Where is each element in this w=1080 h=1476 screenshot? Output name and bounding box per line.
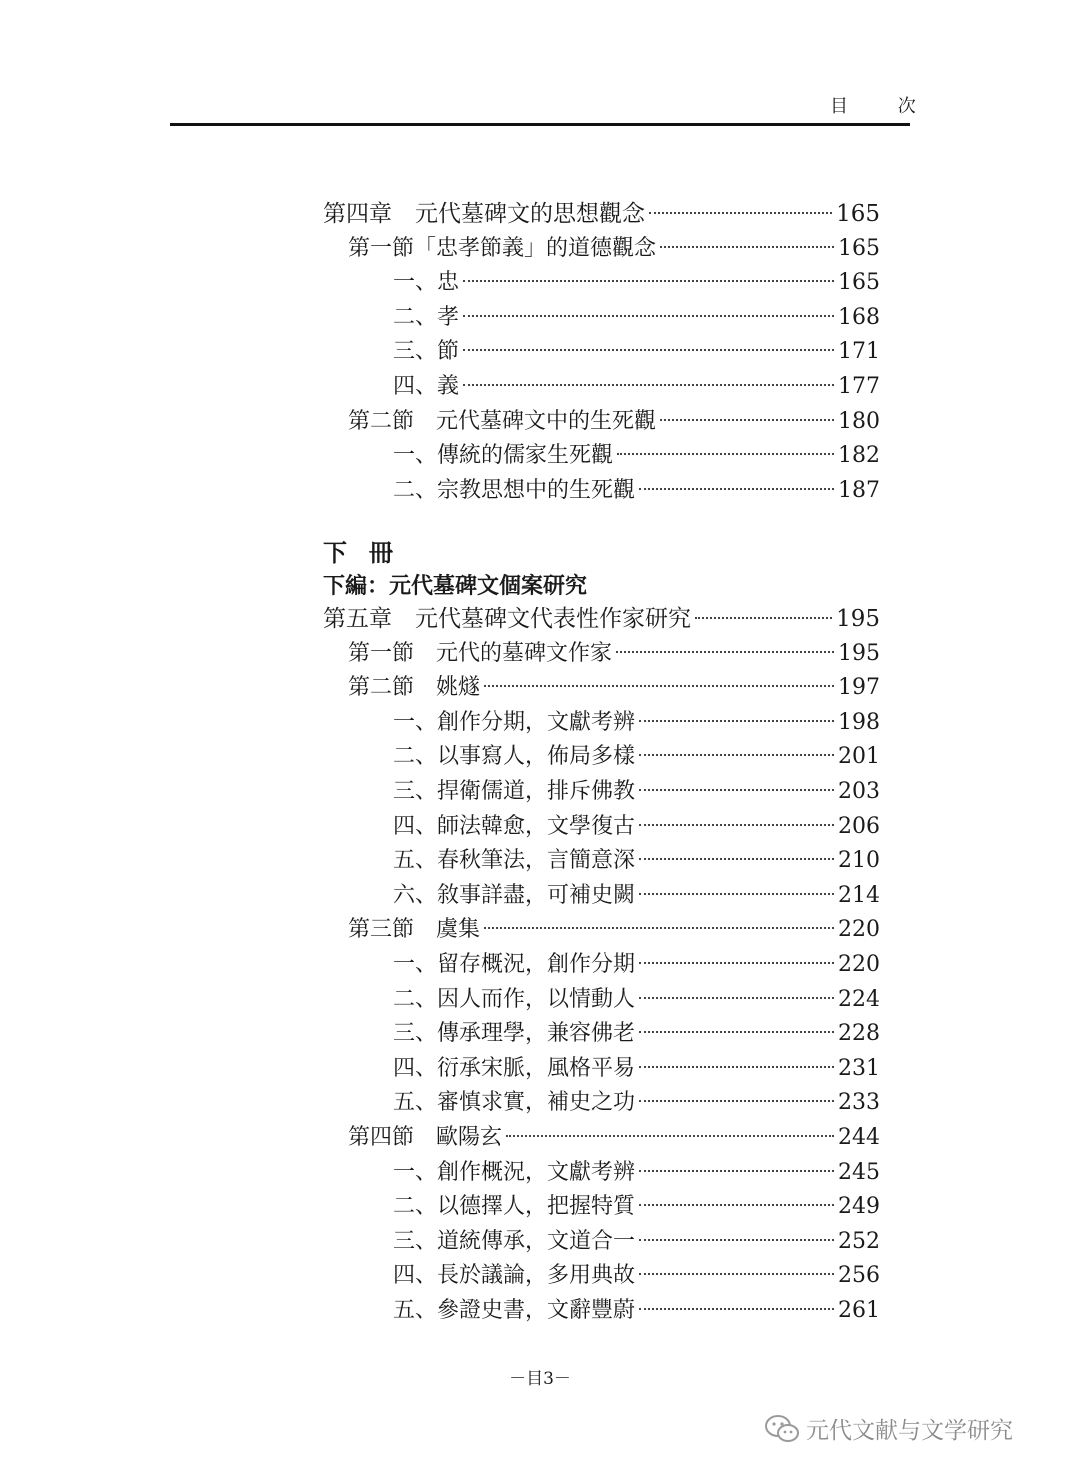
toc-entry-page: 165 <box>838 270 880 296</box>
dot-leader <box>695 617 832 619</box>
toc-entry-title: 四、師法韓愈，文學復古 <box>393 813 636 839</box>
page-folio: －目3－ <box>509 1369 571 1389</box>
dot-leader <box>639 1031 834 1033</box>
dot-leader <box>463 349 834 351</box>
toc-entry-title: 第四節 歐陽玄 <box>348 1125 503 1150</box>
dot-leader <box>463 280 834 282</box>
toc-entry-title: 一、忠 <box>393 270 460 296</box>
toc-entry-item <box>393 1054 880 1084</box>
toc-entry-title: 第二節 姚燧 <box>348 675 481 701</box>
toc-entry-title: 四、衍承宋脈，風格平易 <box>393 1055 636 1081</box>
dot-leader <box>506 1135 834 1137</box>
toc-entry-title: 一、留存概況，創作分期 <box>393 952 636 977</box>
dot-leader <box>660 246 834 248</box>
toc-entry-page: 197 <box>838 675 880 701</box>
toc-entry-title: 二、以事寫人，佈局多樣 <box>393 744 636 770</box>
toc-entry-page: 224 <box>838 986 880 1012</box>
toc-entry-item <box>393 1261 880 1291</box>
dot-leader <box>639 1100 834 1102</box>
dot-leader <box>639 789 834 791</box>
dot-leader <box>639 1066 834 1068</box>
toc-entry-item <box>393 742 880 772</box>
toc-entry-page: 165 <box>838 235 880 261</box>
toc-entry-title: 五、審慎求實，補史之功 <box>393 1090 636 1116</box>
toc-entry-page: 249 <box>838 1194 880 1220</box>
toc-entry-title: 第一節 元代的墓碑文作家 <box>348 640 613 666</box>
toc-entry-section <box>348 673 880 703</box>
toc-entry-title: 二、宗教思想中的生死觀 <box>393 477 636 503</box>
toc-entry-page: 206 <box>838 813 880 839</box>
part-title: 下編：元代墓碑文個案研究 <box>323 574 588 599</box>
toc-entry-item <box>393 476 880 506</box>
toc-entry-section <box>348 234 880 264</box>
dot-leader <box>639 893 834 895</box>
toc-entry-item <box>393 268 880 298</box>
toc-entry-page: 252 <box>838 1228 880 1254</box>
dot-leader <box>639 1204 834 1206</box>
toc-entry-page: 180 <box>838 408 880 434</box>
toc-entry-page: 195 <box>838 640 880 666</box>
toc-entry-page: 256 <box>838 1263 880 1289</box>
dot-leader <box>484 685 834 687</box>
volume-title: 下冊 <box>323 539 415 567</box>
toc-entry-page: 210 <box>838 848 880 874</box>
toc-entry-title: 二、孝 <box>393 304 460 330</box>
toc-entry-title: 三、道統傳承，文道合一 <box>393 1228 636 1254</box>
toc-entry-title: 二、因人而作，以情動人 <box>393 986 636 1012</box>
toc-entry-page: 177 <box>838 374 880 399</box>
toc-entry-page: 233 <box>838 1090 880 1116</box>
dot-leader <box>639 720 834 722</box>
toc-entry-page: 195 <box>836 606 880 632</box>
dot-leader <box>639 824 834 826</box>
toc-entry-page: 203 <box>838 779 880 804</box>
toc-entry-page: 165 <box>836 201 880 227</box>
watermark-text: 元代文献与文学研究 <box>806 1418 1013 1444</box>
toc-entry-title: 一、創作分期，文獻考辨 <box>393 709 636 735</box>
dot-leader <box>639 754 834 756</box>
toc-entry-item <box>393 777 880 807</box>
toc-entry-item <box>393 303 880 333</box>
toc-entry-title: 五、春秋筆法，言簡意深 <box>393 848 636 874</box>
toc-entry-item <box>393 881 880 911</box>
toc-entry-title: 五、參證史書，文辭豐蔚 <box>393 1298 636 1323</box>
dot-leader <box>463 384 834 386</box>
toc-entry-chapter <box>323 199 880 229</box>
dot-leader <box>649 212 832 214</box>
dot-leader <box>639 488 834 490</box>
toc-entry-page: 244 <box>838 1125 880 1150</box>
toc-entry-item <box>393 1088 880 1118</box>
dot-leader <box>639 1273 834 1275</box>
toc-entry-title: 第三節 虞集 <box>348 917 481 943</box>
toc-entry-title: 一、創作概況，文獻考辨 <box>393 1159 636 1185</box>
toc-entry-item <box>393 846 880 876</box>
toc-entry-page: 220 <box>838 952 880 977</box>
dot-leader <box>639 1308 834 1310</box>
toc-entry-page: 182 <box>838 443 880 469</box>
toc-entry-section <box>348 639 880 669</box>
watermark <box>764 1412 1013 1445</box>
dot-leader <box>616 651 834 653</box>
toc-entry-page: 261 <box>838 1298 880 1323</box>
toc-entry-chapter <box>323 604 880 634</box>
toc-entry-title: 第五章 元代墓碑文代表性作家研究 <box>323 606 691 632</box>
toc-entry-page: 168 <box>838 304 880 330</box>
dot-leader <box>484 927 834 929</box>
toc-entry-page: 201 <box>838 744 880 770</box>
toc-entry-item <box>393 441 880 471</box>
toc-entry-item <box>393 950 880 980</box>
toc-entry-item <box>393 1296 880 1326</box>
toc-entry-title: 二、以德擇人，把握特質 <box>393 1194 636 1220</box>
toc-entry-section <box>348 1123 880 1153</box>
running-head: 目 次 <box>830 96 938 117</box>
toc-entry-item <box>393 985 880 1015</box>
dot-leader <box>639 1239 834 1241</box>
toc-entry-title: 第一節「忠孝節義」的道德觀念 <box>348 235 657 261</box>
toc-entry-page: 171 <box>838 339 880 365</box>
toc-entry-page: 228 <box>838 1021 880 1047</box>
toc-entry-item <box>393 1192 880 1222</box>
toc-entry-page: 214 <box>838 882 880 908</box>
toc-entry-page: 245 <box>838 1159 880 1185</box>
toc-entry-item <box>393 1019 880 1049</box>
toc-entry-item <box>393 1158 880 1188</box>
toc-entry-page: 198 <box>838 709 880 735</box>
toc-entry-title: 四、長於議論，多用典故 <box>393 1263 636 1289</box>
header-rule <box>170 123 910 126</box>
toc-entry-title: 第四章 元代墓碑文的思想觀念 <box>323 201 645 227</box>
dot-leader <box>639 962 834 964</box>
dot-leader <box>660 419 834 421</box>
toc-entry-section <box>348 407 880 437</box>
toc-entry-section <box>348 915 880 945</box>
dot-leader <box>639 858 834 860</box>
toc-entry-title: 三、捍衛儒道，排斥佛教 <box>393 779 636 804</box>
wechat-icon <box>764 1414 800 1444</box>
toc-entry-item <box>393 337 880 367</box>
toc-entry-item <box>393 812 880 842</box>
toc-entry-title: 一、傳統的儒家生死觀 <box>393 443 614 469</box>
toc-entry-title: 第二節 元代墓碑文中的生死觀 <box>348 408 657 434</box>
toc-entry-item <box>393 1227 880 1257</box>
toc-entry-title: 三、節 <box>393 339 460 365</box>
dot-leader <box>639 1170 834 1172</box>
dot-leader <box>463 315 834 317</box>
toc-entry-page: 231 <box>838 1055 880 1081</box>
dot-leader <box>617 453 834 455</box>
toc-entry-title: 六、敘事詳盡，可補史闕 <box>393 882 636 908</box>
toc-entry-page: 187 <box>838 477 880 503</box>
toc-entry-page: 220 <box>838 917 880 943</box>
toc-entry-item <box>393 372 880 402</box>
toc-entry-title: 四、義 <box>393 374 460 399</box>
toc-entry-title: 三、傳承理學，兼容佛老 <box>393 1021 636 1047</box>
toc-entry-item <box>393 708 880 738</box>
dot-leader <box>639 997 834 999</box>
